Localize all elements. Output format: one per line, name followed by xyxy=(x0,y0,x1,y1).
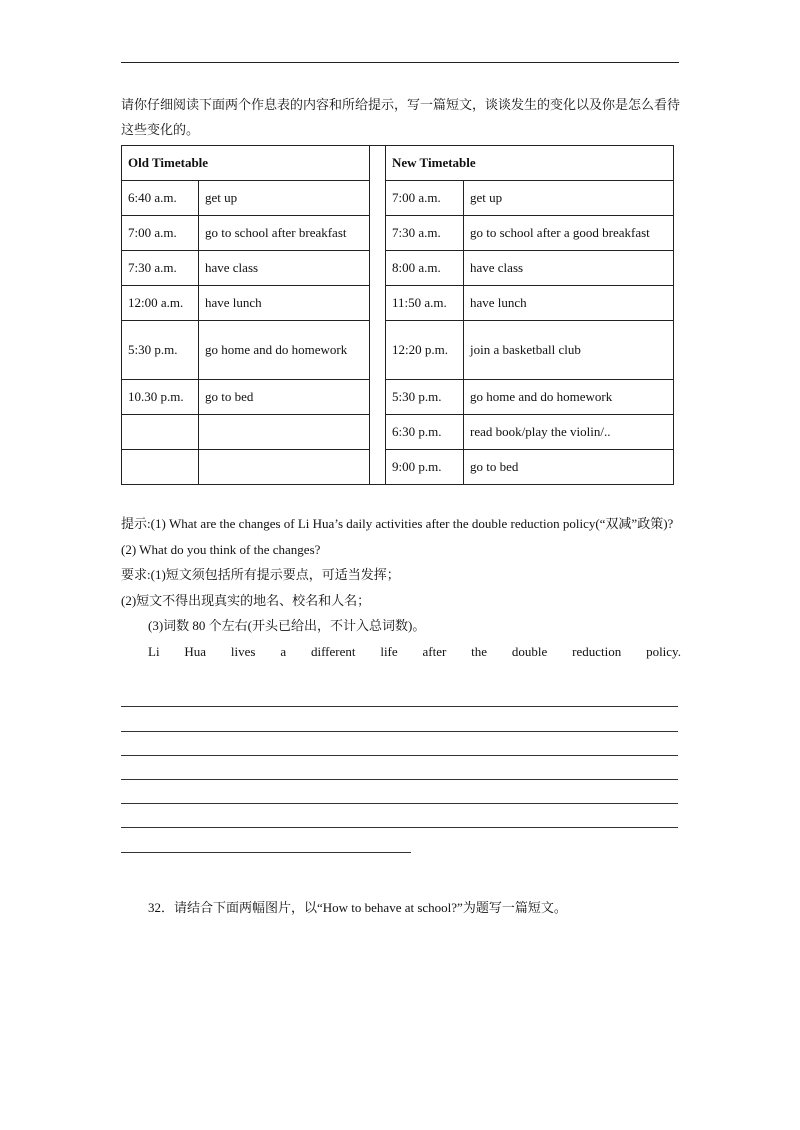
opening-word: Li xyxy=(148,643,160,659)
old-activity: have class xyxy=(199,251,370,286)
opening-word: lives xyxy=(230,643,256,659)
new-activity: join a basketball club xyxy=(464,321,674,380)
old-activity: go home and do homework xyxy=(199,321,370,380)
old-time xyxy=(122,450,199,485)
new-time: 8:00 a.m. xyxy=(386,251,464,286)
old-activity xyxy=(199,450,370,485)
old-time: 6:40 a.m. xyxy=(122,181,199,216)
table-row xyxy=(122,286,674,321)
new-time: 12:20 p.m. xyxy=(386,321,464,380)
question-32: 32．请结合下面两幅图片，以“How to behave at school?”为题写一篇短文。 xyxy=(148,900,567,915)
old-time: 12:00 a.m. xyxy=(122,286,199,321)
answer-line[interactable] xyxy=(121,827,678,828)
table-row xyxy=(122,321,674,380)
opening-word: after xyxy=(422,643,447,659)
top-rule xyxy=(121,62,679,63)
table-row xyxy=(122,251,674,286)
table-row xyxy=(122,380,674,415)
new-activity: have class xyxy=(464,251,674,286)
opening-word: policy. xyxy=(646,643,681,659)
old-time: 5:30 p.m. xyxy=(122,321,199,380)
requirement-3: (3)词数 80 个左右(开头已给出，不计入总词数)。 xyxy=(148,618,426,633)
answer-line[interactable] xyxy=(121,755,678,756)
new-time: 11:50 a.m. xyxy=(386,286,464,321)
old-time xyxy=(122,415,199,450)
answer-line[interactable] xyxy=(121,779,678,780)
answer-line[interactable] xyxy=(121,803,678,804)
essay-opening xyxy=(121,639,681,665)
answer-line[interactable] xyxy=(121,731,678,732)
opening-word: a xyxy=(280,643,287,659)
new-activity: have lunch xyxy=(464,286,674,321)
opening-word: double xyxy=(511,643,548,659)
old-activity: get up xyxy=(199,181,370,216)
timetable-comparison xyxy=(121,145,674,485)
new-time: 9:00 p.m. xyxy=(386,450,464,485)
new-activity: read book/play the violin/.. xyxy=(464,415,674,450)
old-activity xyxy=(199,415,370,450)
old-activity: go to school after breakfast xyxy=(199,216,370,251)
table-divider xyxy=(370,146,386,485)
new-time: 7:30 a.m. xyxy=(386,216,464,251)
old-time: 7:00 a.m. xyxy=(122,216,199,251)
new-activity: go to school after a good breakfast xyxy=(464,216,674,251)
opening-word: different xyxy=(310,643,356,659)
opening-word: the xyxy=(471,643,488,659)
answer-line[interactable] xyxy=(121,852,411,853)
new-time: 7:00 a.m. xyxy=(386,181,464,216)
old-timetable-title: Old Timetable xyxy=(122,146,370,181)
table-row xyxy=(122,450,674,485)
table-row xyxy=(122,216,674,251)
requirement-2: (2)短文不得出现真实的地名、校名和人名； xyxy=(121,592,371,608)
hint-2: (2) What do you think of the changes? xyxy=(121,541,321,557)
new-activity: go to bed xyxy=(464,450,674,485)
opening-word: life xyxy=(380,643,398,659)
hint-1: 提示:(1) What are the changes of Li Hua’s daily activities after the double reduction policy(“双减”政策)? xyxy=(121,516,674,531)
new-activity: get up xyxy=(464,181,674,216)
table-row xyxy=(122,415,674,450)
old-time: 7:30 a.m. xyxy=(122,251,199,286)
opening-word: reduction xyxy=(572,643,622,659)
requirement-1: 要求:(1)短文须包括所有提示要点，可适当发挥； xyxy=(121,567,400,582)
instructions-text: 请你仔细阅读下面两个作息表的内容和所给提示，写一篇短文，谈谈发生的变化以及你是怎么看待这些变化的。 xyxy=(121,98,681,138)
table-row xyxy=(122,181,674,216)
new-time: 6:30 p.m. xyxy=(386,415,464,450)
writing-hints xyxy=(121,511,681,664)
opening-word: Hua xyxy=(184,643,207,659)
old-activity: go to bed xyxy=(199,380,370,415)
new-activity: go home and do homework xyxy=(464,380,674,415)
new-timetable-title: New Timetable xyxy=(386,146,674,181)
old-activity: have lunch xyxy=(199,286,370,321)
old-time: 10.30 p.m. xyxy=(122,380,199,415)
answer-line[interactable] xyxy=(121,706,678,707)
new-time: 5:30 p.m. xyxy=(386,380,464,415)
